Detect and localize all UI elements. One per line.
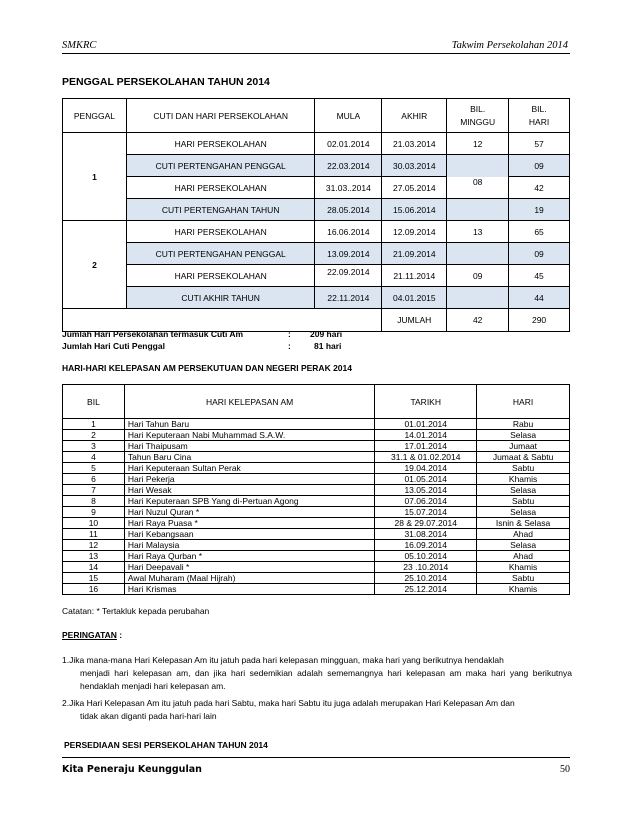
holiday-bil: 15 [63,573,125,584]
term-hari: 45 [509,265,570,287]
header-mula: MULA [315,99,382,133]
term-akhir: 04.01.2015 [382,287,447,309]
holiday-name: Hari Keputeraan Sultan Perak [124,463,374,474]
holiday-bil: 3 [63,441,125,452]
term-row [63,221,570,243]
holiday-tarikh: 01.05.2014 [375,474,477,485]
term-row [63,287,570,309]
section-title-persediaan: PERSEDIAAN SESI PERSEKOLAHAN TAHUN 2014 [64,740,268,750]
term-minggu: 12 [447,133,509,155]
header-penggal: PENGGAL [63,99,127,133]
header-hari: HARI [477,385,570,419]
header-name: HARI KELEPASAN AM [124,385,374,419]
holiday-name: Awal Muharam (Maal Hijrah) [124,573,374,584]
holiday-bil: 1 [63,419,125,430]
term-desc: HARI PERSEKOLAHAN [126,133,315,155]
page-number: 50 [560,764,570,775]
holiday-hari: Sabtu [477,496,570,507]
term-desc: CUTI PERTENGAHAN TAHUN [126,199,315,221]
summary-label: Jumlah Hari Persekolahan termasuk Cuti Am [62,329,244,339]
holiday-row [63,474,570,485]
term-row [63,177,570,199]
holiday-hari: Sabtu [477,573,570,584]
holiday-tarikh: 17.01.2014 [375,441,477,452]
holiday-hari: Selasa [477,485,570,496]
holiday-name: Hari Thaipusam [124,441,374,452]
term-mula: 22.03.2014 [315,155,382,177]
term-desc: HARI PERSEKOLAHAN [126,221,315,243]
holiday-bil: 11 [63,529,125,540]
penggal-number: 2 [63,221,127,309]
term-desc: CUTI PERTENGAHAN PENGGAL [126,243,315,265]
holiday-name: Hari Krismas [124,584,374,595]
term-hari: 42 [509,177,570,199]
holiday-name: Hari Raya Puasa * [124,518,374,529]
holiday-hari: Rabu [477,419,570,430]
holiday-hari: Jumaat [477,441,570,452]
term-desc: CUTI PERTENGAHAN PENGGAL [126,155,315,177]
term-row [63,265,570,287]
peringatan-heading [62,629,572,642]
holiday-tarikh: 16.09.2014 [375,540,477,551]
term-hari: 09 [509,243,570,265]
holiday-bil: 12 [63,540,125,551]
holiday-table-header [63,385,570,419]
holiday-hari: Isnin & Selasa [477,518,570,529]
holiday-name: Hari Keputeraan Nabi Muhammad S.A.W. [124,430,374,441]
term-table [62,98,570,332]
holiday-name: Hari Keputeraan SPB Yang di-Pertuan Agong [124,496,374,507]
holiday-row [63,463,570,474]
holiday-hari: Khamis [477,584,570,595]
holiday-hari: Ahad [477,551,570,562]
catatan-note: Catatan: * Tertakluk kepada perubahan [62,606,210,616]
term-akhir: 21.03.2014 [382,133,447,155]
holiday-name: Tahun Baru Cina [124,452,374,463]
summary-colon: : [288,329,291,339]
holiday-bil: 6 [63,474,125,485]
holiday-tarikh: 28 & 29.07.2014 [375,518,477,529]
holiday-row [63,562,570,573]
holiday-table-body [63,419,570,595]
holiday-row [63,496,570,507]
holiday-row [63,430,570,441]
term-row [63,155,570,177]
term-mula: 13.09.2014 [315,243,382,265]
term-hari: 44 [509,287,570,309]
term-akhir: 21.09.2014 [382,243,447,265]
term-hari: 09 [509,155,570,177]
holiday-hari: Selasa [477,540,570,551]
term-mula: 22.09.2014 [315,265,382,287]
peringatan-title: PERINGATAN [62,630,117,640]
summary-label: Jumlah Hari Cuti Penggal [62,341,165,351]
holiday-bil: 2 [63,430,125,441]
summary-value: 209 hari [310,329,343,339]
term-hari: 19 [509,199,570,221]
holiday-hari: Selasa [477,430,570,441]
header-minggu: BIL. MINGGU [447,99,509,133]
holiday-row [63,518,570,529]
holiday-name: Hari Raya Qurban * [124,551,374,562]
total-minggu: 42 [447,309,509,332]
term-row [63,243,570,265]
footer-motto: Kita Peneraju Keunggulan [62,764,202,775]
holiday-bil: 5 [63,463,125,474]
term-desc: HARI PERSEKOLAHAN [126,177,315,199]
holiday-hari: Khamis [477,474,570,485]
holiday-name: Hari Tahun Baru [124,419,374,430]
term-minggu [447,287,509,309]
holiday-tarikh: 07.06.2014 [375,496,477,507]
holiday-tarikh: 13.05.2014 [375,485,477,496]
term-akhir: 27.05.2014 [382,177,447,199]
total-hari: 290 [509,309,570,332]
term-minggu: 13 [447,221,509,243]
page-header [62,36,570,54]
holiday-bil: 10 [63,518,125,529]
holiday-table [62,384,570,595]
header-akhir: AKHIR [382,99,447,133]
peringatan-item-2-line: 2.Jika Hari Kelepasan Am itu jatuh pada hari Sabtu, maka hari Sabtu itu juga adalah merupakan Hari Kelepasan Am dan [62,698,515,708]
holiday-bil: 13 [63,551,125,562]
holiday-row [63,584,570,595]
holiday-hari: Ahad [477,529,570,540]
term-row [63,133,570,155]
peringatan-item-1-line: 1.Jika mana-mana Hari Kelepasan Am itu jatuh pada hari kelepasan mingguan, maka hari yang berikutnya hendaklah [62,655,504,665]
total-label: JUMLAH [382,309,447,332]
holiday-row [63,540,570,551]
term-mula: 31.03..2014 [315,177,382,199]
header-title: Takwim Persekolahan 2014 [451,40,568,51]
section-title-holidays: HARI-HARI KELEPASAN AM PERSEKUTUAN DAN NEGERI PERAK 2014 [62,363,352,373]
holiday-row [63,551,570,562]
holiday-row [63,529,570,540]
header-tarikh: TARIKH [375,385,477,419]
holiday-row [63,507,570,518]
holiday-bil: 8 [63,496,125,507]
holiday-hari: Jumaat & Sabtu [477,452,570,463]
term-akhir: 21.11.2014 [382,265,447,287]
holiday-tarikh: 19.04.2014 [375,463,477,474]
peringatan-item-2-rest: tidak akan diganti pada hari-hari lain [80,711,217,721]
term-desc: CUTI AKHIR TAHUN [126,287,315,309]
term-akhir: 12.09.2014 [382,221,447,243]
summary-value: 81 hari [314,341,342,351]
term-mula: 28.05.2014 [315,199,382,221]
term-desc: HARI PERSEKOLAHAN [126,265,315,287]
term-hari: 57 [509,133,570,155]
term-mula: 02.01.2014 [315,133,382,155]
term-mula: 16.06.2014 [315,221,382,243]
peringatan-item-2 [62,697,572,723]
holiday-tarikh: 05.10.2014 [375,551,477,562]
term-minggu: 08 [447,177,509,199]
term-minggu [447,199,509,221]
term-akhir: 30.03.2014 [382,155,447,177]
holiday-name: Hari Nuzul Quran * [124,507,374,518]
peringatan-colon: : [116,630,123,640]
holiday-name: Hari Deepavali * [124,562,374,573]
term-table-header [63,99,570,133]
holiday-name: Hari Pekerja [124,474,374,485]
header-bil: BIL [63,385,125,419]
footer-rule [62,757,570,758]
holiday-bil: 14 [63,562,125,573]
term-minggu [447,155,509,177]
section-title-penggal: PENGGAL PERSEKOLAHAN TAHUN 2014 [62,76,270,88]
holiday-tarikh: 31.1 & 01.02.2014 [375,452,477,463]
holiday-tarikh: 25.12.2014 [375,584,477,595]
summary-colon: : [288,341,291,351]
holiday-name: Hari Malaysia [124,540,374,551]
holiday-name: Hari Kebangsaan [124,529,374,540]
term-hari: 65 [509,221,570,243]
holiday-tarikh: 25.10.2014 [375,573,477,584]
term-mula: 22.11.2014 [315,287,382,309]
term-row [63,199,570,221]
holiday-name: Hari Wesak [124,485,374,496]
holiday-row [63,573,570,584]
holiday-hari: Sabtu [477,463,570,474]
header-hari: BIL. HARI [509,99,570,133]
holiday-bil: 9 [63,507,125,518]
holiday-bil: 16 [63,584,125,595]
holiday-tarikh: 23 .10.2014 [375,562,477,573]
holiday-tarikh: 01.01.2014 [375,419,477,430]
header-school: SMKRC [62,40,97,51]
holiday-row [63,419,570,430]
peringatan-item-1-rest: menjadi hari kelepasan am, dan jika hari sedemikian adalah sememangnya hari kelepasan am maka hari yang berikutnya hendaklah menjadi hari kelepasan am. [80,668,572,691]
holiday-row [63,452,570,463]
holiday-bil: 7 [63,485,125,496]
holiday-bil: 4 [63,452,125,463]
holiday-row [63,485,570,496]
holiday-hari: Selasa [477,507,570,518]
header-cuti: CUTI DAN HARI PERSEKOLAHAN [126,99,315,133]
holiday-tarikh: 14.01.2014 [375,430,477,441]
term-akhir: 15.06.2014 [382,199,447,221]
holiday-row [63,441,570,452]
term-minggu [447,243,509,265]
holiday-tarikh: 15.07.2014 [375,507,477,518]
holiday-hari: Khamis [477,562,570,573]
penggal-number: 1 [63,133,127,221]
peringatan-item-1 [62,654,572,693]
term-minggu: 09 [447,265,509,287]
holiday-tarikh: 31.08.2014 [375,529,477,540]
